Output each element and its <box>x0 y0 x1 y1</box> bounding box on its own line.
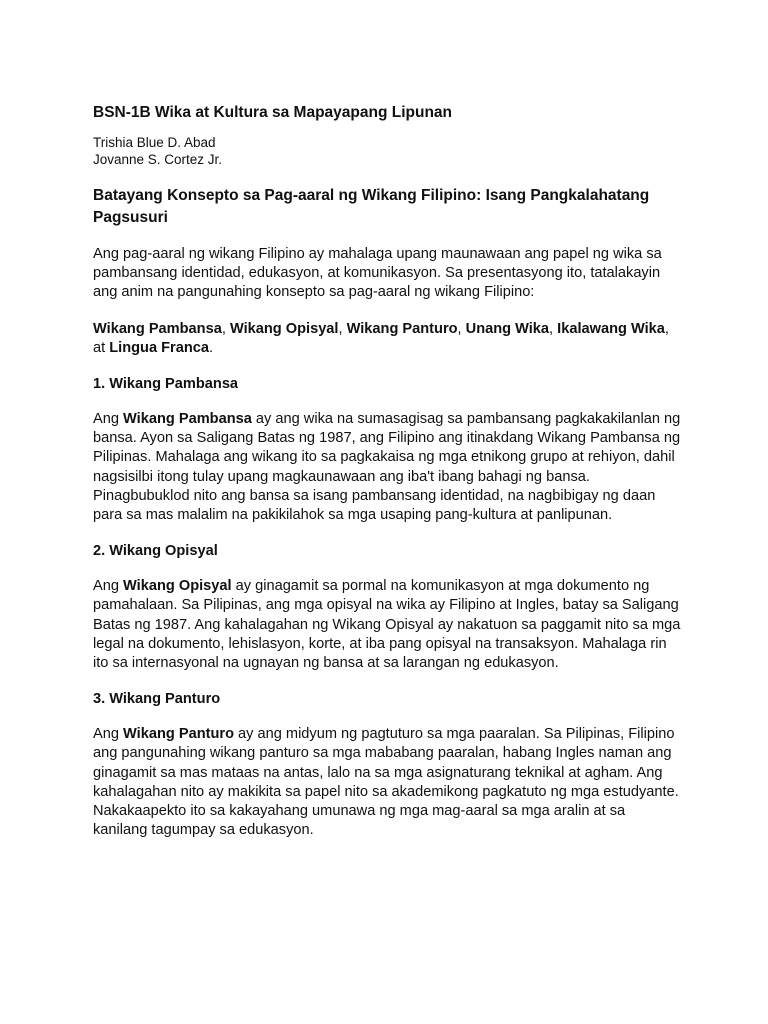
concepts-list <box>93 320 683 358</box>
lead-text: Ang <box>93 411 124 428</box>
concept-term: Ikalawang Wika <box>557 320 665 337</box>
section-term: Wikang Opisyal <box>123 578 232 595</box>
author-name: Trishia Blue D. Abad <box>93 135 216 150</box>
section-paragraph <box>93 577 683 673</box>
section-term: Wikang Pambansa <box>123 411 252 428</box>
document-page <box>93 103 683 857</box>
section-heading: 1. Wikang Pambansa <box>93 376 239 393</box>
lead-text: Ang <box>93 578 124 595</box>
section-text: ay ang midyum ng pagtuturo sa mga paaralan. Sa Pilipinas, Filipino ang pangunahing wikang panturo sa mga mababang paaralan, habang Ingles naman ang ginagamit sa mas mataas na antas, lalo na sa mga asignaturang teknikal at agham. Ang kahalagahan nito ay makikita sa papel nito sa akademikong pagkatuto ng mga estudyante. Nakakaapekto ito sa kakayahang umunawa ng mga mag-aaral sa mga aralin at sa kanilang tagumpay sa edukasyon. <box>93 726 679 839</box>
section-text: ay ang wika na sumasagisag sa pambansang pagkakakilanlan ng bansa. Ayon sa Saligang Batas ng 1987, ang Filipino ang itinakdang Wikang Pambansa ng Pilipinas. Mahalaga ang wikang ito sa pagkakaisa ng mga etnikong grupo at rehiyon, dahil nagsisilbi itong tulay upang magkaunawaan ang iba't ibang bahagi ng bansa. Pinagbubuklod nito ang bansa sa isang pambansang identidad, na nagbibigay ng daan para sa mas malalim na pakikilahok sa mga usaping pang-kultura at panlipunan. <box>93 411 681 524</box>
concept-term: Wikang Opisyal <box>229 320 339 337</box>
section-paragraph <box>93 725 683 840</box>
separator: , <box>549 320 558 337</box>
lead-text: Ang <box>93 726 124 743</box>
concept-term: Lingua Franca <box>109 339 209 356</box>
separator: , <box>338 320 347 337</box>
document-title: BSN-1B Wika at Kultura sa Mapayapang Lipunan <box>93 104 453 121</box>
section-paragraph <box>93 410 683 525</box>
section-heading: 3. Wikang Panturo <box>93 691 221 708</box>
separator: , <box>457 320 466 337</box>
author-name: Jovanne S. Cortez Jr. <box>93 152 223 167</box>
main-heading: Batayang Konsepto sa Pag-aaral ng Wikang Filipino: Isang Pangkalahatang Pagsusuri <box>93 187 650 226</box>
separator: , at <box>93 320 669 356</box>
section-heading: 2. Wikang Opisyal <box>93 543 218 560</box>
author-list <box>93 134 683 168</box>
separator: , <box>221 320 230 337</box>
section-text: ay ginagamit sa pormal na komunikasyon at mga dokumento ng pamahalaan. Sa Pilipinas, ang mga opisyal na wika ay Filipino at Ingles, batay sa Saligang Batas ng 1987. Ang kahalagahan ng Wikang Opisyal ay nakatuon sa paggamit nito sa mga legal na dokumento, lehislasyon, korte, at iba pang opisyal na transaksyon. Mahalaga rin ito sa internasyonal na ugnayan ng bansa at sa larangan ng edukasyon. <box>93 578 681 672</box>
concept-term: Wikang Panturo <box>346 320 458 337</box>
concept-term: Unang Wika <box>465 320 550 337</box>
intro-paragraph: Ang pag-aaral ng wikang Filipino ay mahalaga upang maunawaan ang papel ng wika sa pambansang identidad, edukasyon, at komunikasyon. Sa presentasyong ito, tatalakayin ang anim na pangunahing konsepto sa pag-aaral ng wikang Filipino: <box>93 246 662 301</box>
separator: . <box>208 339 214 356</box>
concept-term: Wikang Pambansa <box>93 320 222 337</box>
section-term: Wikang Panturo <box>123 726 234 743</box>
